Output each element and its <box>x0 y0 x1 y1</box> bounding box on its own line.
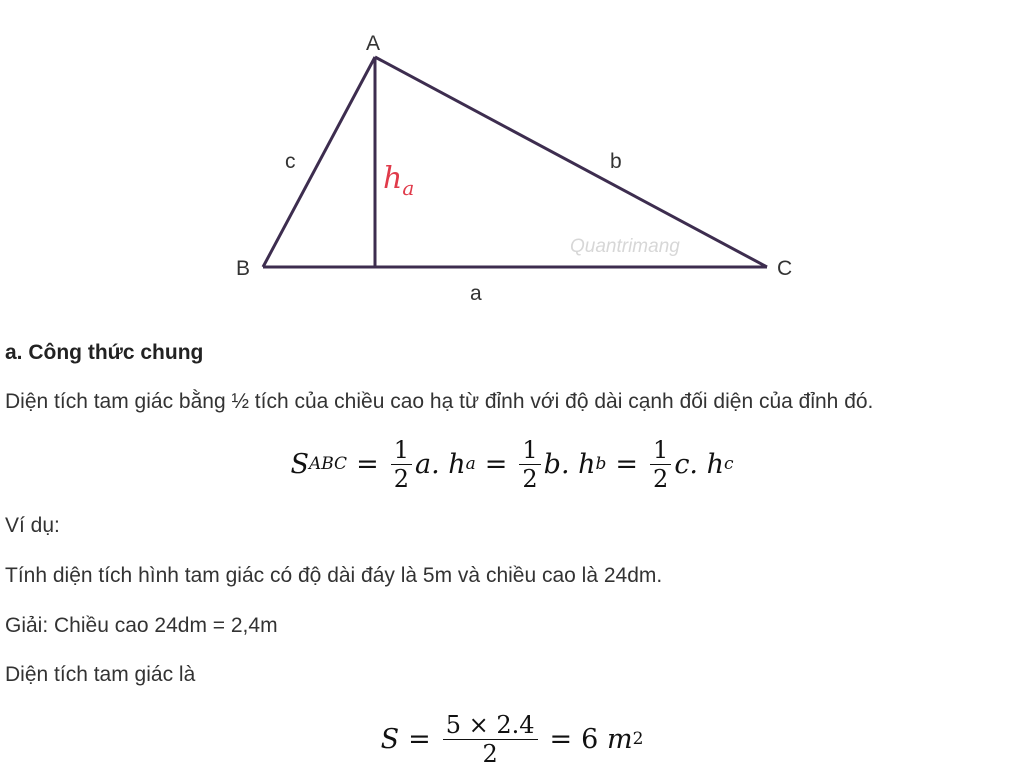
result-value: 6 <box>581 723 599 755</box>
side-a-label: a <box>470 282 482 305</box>
intro-text: Diện tích tam giác bằng ½ tích của chiều cao hạ từ đỉnh với độ dài cạnh đối diện của đỉnh đó. <box>5 390 874 413</box>
fraction-half <box>519 437 540 492</box>
fraction-den: 2 <box>482 739 498 768</box>
area-label: Diện tích tam giác là <box>5 663 196 686</box>
fraction-num: 1 <box>391 437 412 465</box>
height-label <box>383 161 414 200</box>
fraction-num: 5 × 2.4 <box>443 712 538 740</box>
side-b-label: b <box>610 150 622 173</box>
triangle-shape <box>263 57 767 267</box>
fraction-half <box>650 437 671 492</box>
result-unit: m <box>606 723 633 755</box>
term-c: c. h <box>674 448 724 480</box>
term-b-sub: b <box>595 454 607 474</box>
height-label-sub: a <box>402 176 415 200</box>
vertex-c-label: C <box>777 257 793 280</box>
fraction-num: 1 <box>650 437 671 465</box>
section-heading: a. Công thức chung <box>5 341 204 364</box>
equals-sign: = <box>356 448 379 480</box>
formula-example <box>0 706 1024 772</box>
fraction-num: 1 <box>519 437 540 465</box>
equals-sign: = <box>549 723 573 755</box>
term-c-sub: c <box>724 454 734 474</box>
solution-text: Giải: Chiều cao 24dm = 2,4m <box>5 614 278 637</box>
example-text: Tính diện tích hình tam giác có độ dài đáy là 5m và chiều cao là 24dm. <box>5 564 663 587</box>
height-label-main: h <box>383 161 403 196</box>
formula-s: S <box>290 448 309 480</box>
term-a-sub: a <box>465 454 476 474</box>
equals-sign: = <box>484 448 508 480</box>
vertex-a-label: A <box>366 32 381 55</box>
triangle-figure <box>0 0 1024 320</box>
fraction-den: 2 <box>393 464 409 493</box>
fraction-den: 2 <box>522 464 538 493</box>
result-unit-sup: 2 <box>632 729 644 749</box>
side-c-line <box>263 57 375 267</box>
term-a: a. h <box>414 448 466 480</box>
formula-general <box>0 430 1024 498</box>
term-b: b. h <box>543 448 596 480</box>
equals-sign: = <box>615 448 639 480</box>
fraction-example <box>443 712 538 767</box>
formula-s-sub: ABC <box>308 454 348 474</box>
vertex-b-label: B <box>236 257 251 280</box>
equals-sign: = <box>408 723 431 755</box>
side-c-label: c <box>285 150 296 173</box>
watermark: Quantrimang <box>570 236 680 257</box>
example-label: Ví dụ: <box>5 514 60 537</box>
fraction-half <box>391 437 412 492</box>
fraction-den: 2 <box>653 464 669 493</box>
formula2-s: S <box>380 723 400 755</box>
